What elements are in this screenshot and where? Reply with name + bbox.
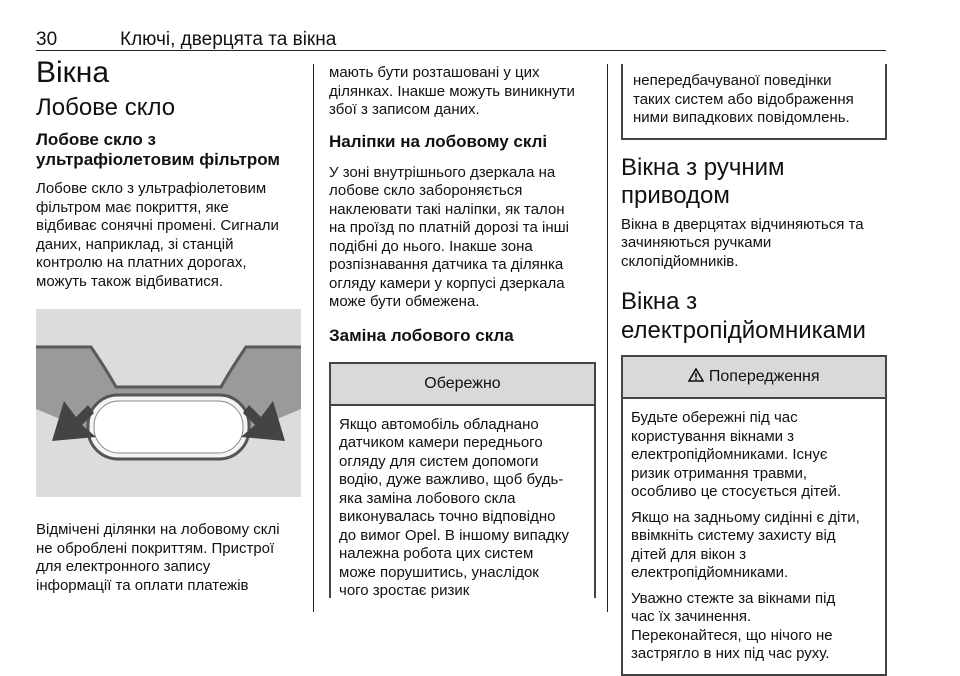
heading-windscreen-stickers: Наліпки на лобовому склі (329, 131, 548, 151)
column-2 (329, 64, 596, 598)
subsection-heading-windscreen: Лобове скло (36, 94, 176, 121)
paragraph-continuation: мають бути розташовані у цих ділянках. Інакше можуть виникнути збої з записом даних. (329, 64, 575, 118)
caution-text: Якщо автомобіль обладнано датчиком камери переднього огляду для систем допомоги водію, дуже важливо, щоб будь- яка заміна лобового скла виконувалась точно відповідно до вимог Opel. В іншому випадку належна робота цих систем може порушитись, унаслідок чого зростає ризик (339, 415, 570, 599)
paragraph-stickers: У зоні внутрішнього дзеркала на лобове скло забороняється наклеювати такі наліпки, як талон на проїзд по платній дорозі та інші подібні до нього. Інакше зона розпізнавання датчика та ділянка огляду камери у корпусі дзеркала може бути обмежена. (329, 163, 569, 310)
warning-text: Будьте обережні під час користування вікнами з електропідйомниками. Існує ризик отримання травми, особливо це стосується дітей. Якщо на задньому сидінні є діти, ввімкніть систему захисту від дітей для вікон з електропідйомниками. Уважно стежте за вікнами під час їх зачинення. Переконайтеся, що нічого не застрягло в них під час руху. (631, 409, 860, 662)
page-header (36, 30, 886, 50)
column-1 (36, 56, 301, 595)
caution-box (329, 362, 596, 598)
column-divider-2 (607, 64, 608, 612)
paragraph-manual-windows: Вікна в дверцятах відчиняються та зачиняються ручками склопідйомників. (621, 215, 864, 270)
caution-title: Обережно (331, 364, 594, 406)
paragraph-marked-areas: Відмічені ділянки на лобовому склі не оброблені покриттям. Пристрої для електронного запису інформації та оплати платежів (36, 521, 280, 594)
warning-box (621, 355, 887, 676)
mirror-illustration (36, 309, 301, 497)
warning-triangle-icon (688, 368, 708, 385)
warning-header (623, 357, 885, 399)
chapter-title: Ключі, дверцята та вікна (120, 29, 337, 50)
section-heading-windows: Вікна (36, 56, 110, 89)
column-divider-1 (313, 64, 314, 612)
paragraph-uv-coating: Лобове скло з ультрафіолетовим фільтром має покриття, яке відбиває сонячні промені. Сигнали даних, наприклад, зі станцій контролю на платних дорогах, можуть також відбиватися. (36, 180, 279, 290)
page-number: 30 (36, 29, 58, 50)
windscreen-mirror-photo (36, 309, 301, 497)
caution-box-continued: непередбачуваної поведінки таких систем або відображення ними випадкових повідомлень. (621, 64, 887, 140)
heading-manual-windows: Вікна з ручним приводом (621, 153, 785, 209)
heading-power-windows: Вікна з електропідйомниками (621, 288, 866, 344)
column-3 (621, 64, 887, 676)
heading-windscreen-replacement: Заміна лобового скла (329, 325, 514, 345)
heading-uv-windscreen: Лобове скло з ультрафіолетовим фільтром (36, 130, 281, 169)
warning-title: Попередження (708, 368, 820, 385)
header-rule (36, 50, 886, 51)
